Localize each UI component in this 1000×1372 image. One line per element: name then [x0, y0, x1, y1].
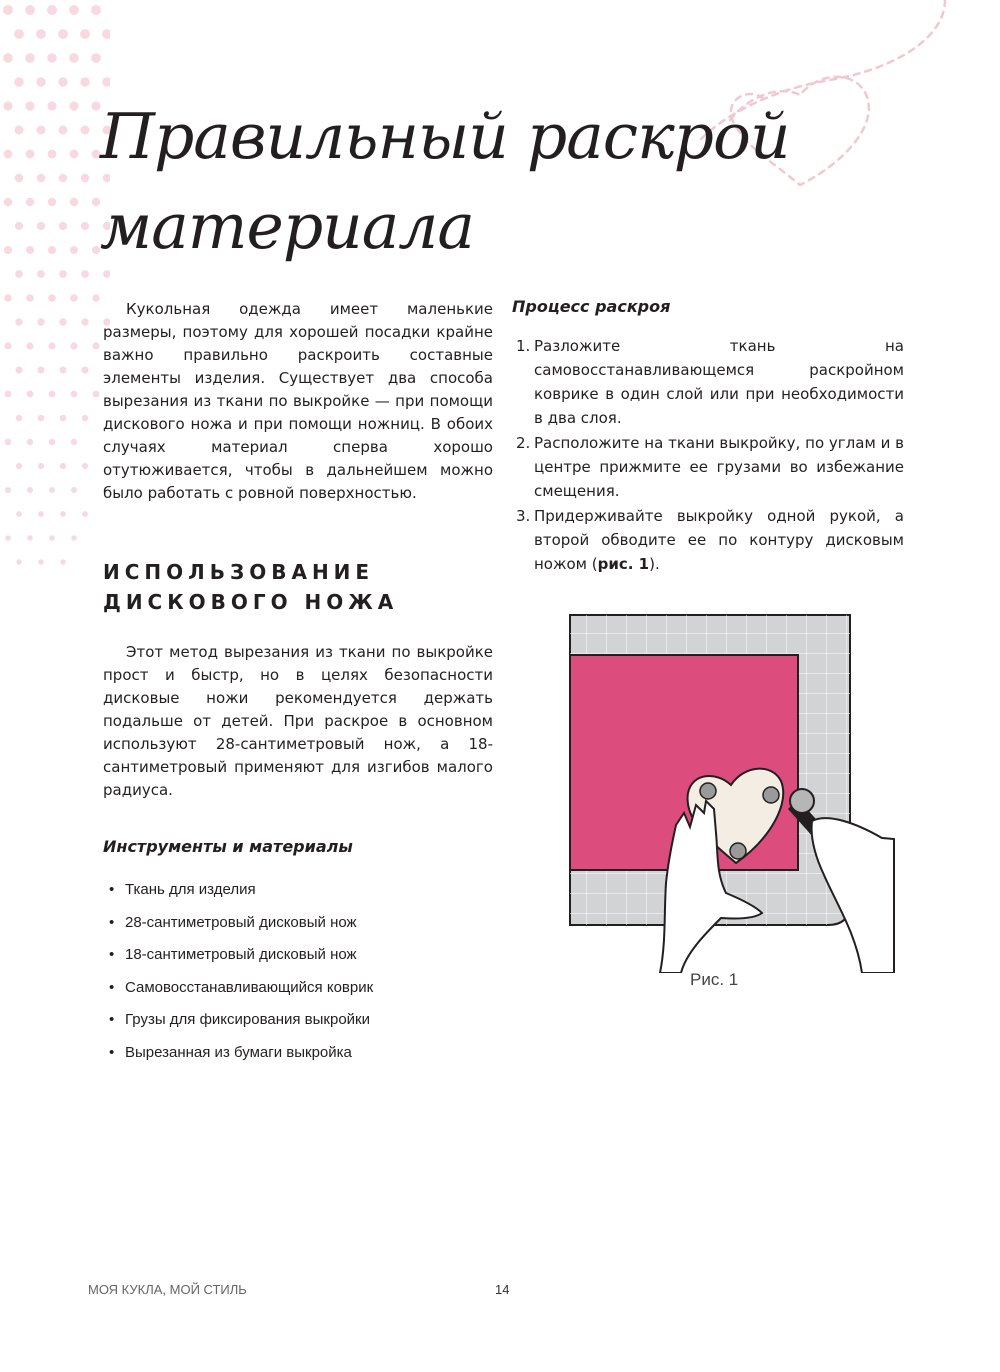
decorative-dot — [92, 198, 100, 206]
decorative-dot — [27, 487, 33, 493]
decorative-dot — [26, 294, 34, 302]
decorative-dot — [81, 126, 90, 135]
decorative-dot — [38, 463, 44, 469]
decorative-dot — [92, 246, 100, 254]
decorative-dot — [37, 318, 44, 325]
decorative-dot — [60, 559, 65, 564]
step-item — [512, 431, 904, 503]
footer-book-title: МОЯ КУКЛА, МОЙ СТИЛЬ — [88, 1282, 247, 1297]
decorative-dot — [15, 126, 24, 135]
decorative-dot — [91, 5, 101, 15]
decorative-dot — [27, 391, 34, 398]
decorative-dot — [16, 367, 23, 374]
decorative-dot — [25, 5, 35, 15]
decorative-dot — [60, 511, 66, 517]
decorative-dot — [60, 463, 66, 469]
decorative-dot — [82, 463, 88, 469]
section-heading — [103, 557, 493, 617]
decorative-dots — [0, 0, 110, 600]
list-item: • 28-сантиметровый дисковый нож — [103, 913, 493, 933]
decorative-dot — [59, 174, 68, 183]
tools-list — [103, 880, 493, 1063]
decorative-dot — [16, 463, 22, 469]
decorative-dot — [70, 198, 78, 206]
decorative-dot — [71, 439, 77, 445]
decorative-dot — [81, 222, 89, 230]
decorative-dot — [71, 391, 78, 398]
decorative-dot — [59, 318, 66, 325]
decorative-dot — [58, 77, 67, 86]
decorative-dot — [5, 439, 11, 445]
decorative-dot — [38, 367, 45, 374]
decorative-dot — [27, 535, 33, 541]
decorative-dot — [25, 101, 34, 110]
decorative-dot — [81, 270, 89, 278]
decorative-dot — [93, 391, 100, 398]
decorative-dot — [70, 150, 79, 159]
section-paragraph: Этот метод вырезания из ткани по выкройке прост и быстр, но в целях безопасности дисковые ножи рекомендуется держать подальше от детей. При раскрое в основном используют 28-сантиметровый нож, а 18-сантиметровый применяют для изгибов малого радиуса. — [103, 643, 493, 799]
decorative-dot — [4, 150, 13, 159]
decorative-dot — [49, 535, 55, 541]
step-number: 2. — [516, 434, 531, 452]
decorative-dot — [81, 318, 88, 325]
decorative-dot — [48, 246, 56, 254]
decorative-dot — [15, 270, 23, 278]
section-heading-line-2: ДИСКОВОГО НОЖА — [103, 590, 399, 614]
list-item: • 18-сантиметровый дисковый нож — [103, 945, 493, 965]
decorative-dot — [5, 487, 11, 493]
process-steps — [512, 334, 904, 576]
decorative-dot — [14, 29, 24, 39]
decorative-dot — [48, 198, 56, 206]
decorative-dot — [36, 29, 46, 39]
title-line-2: материала — [100, 190, 474, 263]
decorative-dot — [37, 126, 46, 135]
decorative-dot — [37, 222, 45, 230]
list-item: • Вырезанная из бумаги выкройка — [103, 1043, 493, 1063]
decorative-dot — [4, 342, 11, 349]
decorative-dot — [3, 53, 13, 63]
decorative-dot — [69, 53, 79, 63]
decorative-dot — [59, 222, 67, 230]
decorative-dot — [47, 5, 57, 15]
decorative-dot — [37, 174, 46, 183]
step-text: Придерживайте выкройку одной рукой, а второй обводите ее по контуру дисковым ножом ( — [534, 507, 904, 573]
decorative-dot — [59, 126, 68, 135]
decorative-dot — [102, 29, 110, 39]
decorative-dot — [49, 487, 55, 493]
decorative-dot — [48, 294, 56, 302]
decorative-dot — [3, 5, 13, 15]
decorative-dot — [80, 77, 89, 86]
step-item — [512, 334, 904, 430]
decorative-dot — [71, 535, 77, 541]
decorative-dot — [47, 53, 57, 63]
decorative-dot — [92, 342, 99, 349]
decorative-dot — [69, 101, 78, 110]
decorative-dot — [5, 535, 11, 541]
decorative-dot — [4, 294, 12, 302]
decorative-dot — [15, 222, 23, 230]
page-number: 14 — [495, 1282, 510, 1297]
decorative-dot — [26, 342, 33, 349]
decorative-dot — [82, 415, 89, 422]
step-number: 1. — [516, 337, 531, 355]
decorative-dot — [69, 5, 79, 15]
tools-heading: Инструменты и материалы — [103, 837, 353, 856]
decorative-dot — [26, 246, 34, 254]
decorative-dot — [37, 270, 45, 278]
page-title — [100, 92, 790, 272]
decorative-dot — [15, 318, 22, 325]
decorative-dot — [4, 246, 12, 254]
decorative-dot — [26, 198, 34, 206]
decorative-dot — [38, 559, 43, 564]
decorative-dot — [58, 29, 68, 39]
decorative-dot — [82, 511, 88, 517]
step-item — [512, 504, 904, 576]
decorative-dot — [71, 487, 77, 493]
weight-icon — [700, 783, 716, 799]
decorative-dot — [16, 559, 21, 564]
decorative-dot — [60, 367, 67, 374]
decorative-dot — [36, 77, 45, 86]
decorative-dot — [38, 415, 45, 422]
decorative-dot — [59, 270, 67, 278]
decorative-dot — [16, 511, 22, 517]
decorative-dot — [26, 150, 35, 159]
decorative-dot — [102, 77, 110, 86]
section-heading-line-1: ИСПОЛЬЗОВАНИЕ — [103, 560, 375, 584]
decorative-dot — [60, 415, 67, 422]
right-column — [512, 296, 904, 577]
decorative-dot — [38, 511, 44, 517]
decorative-dot — [48, 342, 55, 349]
list-item: • Грузы для фиксирования выкройки — [103, 1010, 493, 1030]
decorative-dot — [25, 53, 35, 63]
step-text: Разложите ткань на самовосстанавливающемся раскройном коврике в один слой или при необходимости в два слоя. — [534, 337, 904, 427]
decorative-dot — [70, 294, 78, 302]
decorative-dot — [92, 294, 100, 302]
decorative-dot — [48, 150, 57, 159]
decorative-dot — [15, 174, 24, 183]
decorative-dot — [4, 198, 12, 206]
decorative-dot — [70, 246, 78, 254]
decorative-dot — [70, 342, 77, 349]
weight-icon — [763, 787, 779, 803]
step-text-end: ). — [649, 555, 660, 573]
step-text: Расположите на ткани выкройку, по углам и в центре прижмите ее грузами во избежание смещения. — [534, 434, 904, 500]
intro-paragraph: Кукольная одежда имеет маленькие размеры, поэтому для хорошей посадки крайне важно правильно раскроить составные элементы изделия. Существует два способа вырезания из ткани по выкройке — при помощи дискового ножа и при помощи ножниц. В обоих случаях материал сперва хорошо отутюживается, чтобы в дальнейшем можно было работать с ровной поверхностью. — [103, 300, 493, 502]
left-column — [103, 296, 493, 1075]
list-item: • Самовосстанавливающийся коврик — [103, 978, 493, 998]
decorative-dot — [81, 174, 90, 183]
figure-reference: рис. 1 — [597, 555, 650, 573]
process-heading: Процесс раскроя — [512, 297, 671, 316]
decorative-dot — [5, 391, 12, 398]
decorative-dot — [27, 439, 33, 445]
figure-caption: Рис. 1 — [690, 970, 739, 989]
decorative-dot — [80, 29, 90, 39]
decorative-dot — [49, 391, 56, 398]
figure-illustration — [566, 613, 896, 973]
decorative-dot — [49, 439, 55, 445]
step-number: 3. — [516, 507, 531, 525]
decorative-dot — [3, 101, 12, 110]
weight-icon — [730, 843, 746, 859]
decorative-dot — [82, 367, 89, 374]
decorative-dot — [16, 415, 23, 422]
title-line-1: Правильный раскрой — [100, 100, 790, 173]
list-item: • Ткань для изделия — [103, 880, 493, 900]
decorative-dot — [91, 53, 101, 63]
decorative-dot — [14, 77, 23, 86]
decorative-dot — [47, 101, 56, 110]
